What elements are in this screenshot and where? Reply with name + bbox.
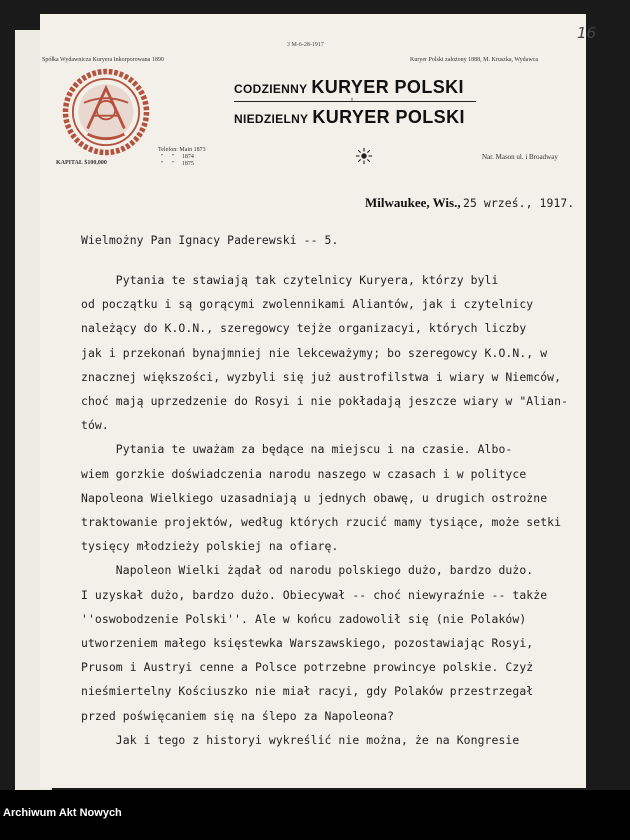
archive-name: Archiwum Akt Nowych bbox=[3, 807, 122, 819]
body-line: wiem gorzkie doświadczenia narodu naszego w czasach i w polityce bbox=[81, 466, 527, 481]
body-line: Prusom i Austryi cenne a Polsce potrzebne prowincye polskie. Czyż bbox=[81, 660, 534, 675]
body-line: tów. bbox=[81, 418, 109, 433]
body-line: znacznej większości, wyzbyli się już austrofilstwa i wiary w Niemców, bbox=[81, 369, 562, 384]
archive-footer bbox=[0, 790, 630, 840]
title-conjunction: I bbox=[351, 98, 353, 104]
office-address: Nar. Mason ul. i Broadway bbox=[482, 153, 558, 161]
body-line: Napoleon Wielki żądał od narodu polskiego dużo, bardzo dużo. bbox=[81, 563, 534, 578]
body-line: traktowanie projektów, według których rzucić mamy tysiące, może setki bbox=[81, 515, 562, 529]
telephone-numbers: Telefon: Main 1873 '' '' 1874 '' '' 1875 bbox=[158, 147, 206, 167]
body-line: Jak i tego z historyi wykreślić nie można, że na Kongresie bbox=[81, 732, 520, 747]
sunday-prefix: NIEDZIELNY bbox=[234, 112, 309, 126]
newspaper-seal-icon bbox=[60, 66, 152, 158]
body-line: Pytania te uważam za będące na miejscu i na czasie. Albo- bbox=[81, 442, 513, 457]
body-line: należący do K.O.N., szeregowcy tejże organizacyi, których liczby bbox=[81, 321, 527, 336]
title-rule-left bbox=[234, 101, 476, 102]
body-line: nieśmiertelny Kościuszko nie miał racyi, gdy Polaków przestrzegał bbox=[81, 684, 534, 699]
body-line: utworzeniem małego księstewka Warszawskiego, pozostawiając Rosyi, bbox=[81, 636, 534, 650]
form-code: 3 M-6-28-1917 bbox=[287, 42, 324, 48]
archive-page-number: 16 bbox=[577, 24, 597, 42]
body-line: choć mają uprzedzenie do Rosyi i nie pokładają jeszcze wiary w "Alian- bbox=[81, 394, 569, 408]
daily-paper-name: KURYER POLSKI bbox=[311, 77, 464, 97]
body-line: I uzyskał dużo, bardzo dużo. Obiecywał -- choć niewyraźnie -- także bbox=[81, 587, 548, 602]
capital-note: KAPITAŁ $100,000 bbox=[56, 160, 107, 166]
publisher-left: Spółka Wydawnicza Kuryera Inkorporowana 1890 bbox=[42, 57, 164, 63]
sunday-paper-name: KURYER POLSKI bbox=[312, 107, 465, 127]
daily-title bbox=[234, 77, 464, 98]
sun-emblem-icon bbox=[355, 147, 373, 165]
daily-prefix: CODZIENNY bbox=[234, 82, 308, 96]
letter-date: 25 wrześ., 1917. bbox=[463, 196, 575, 210]
salutation: Wielmożny Pan Ignacy Paderewski -- 5. bbox=[81, 233, 339, 247]
body-line: Pytania te stawiają tak czytelnicy Kuryera, którzy byli bbox=[81, 273, 499, 287]
sunday-title bbox=[234, 107, 465, 128]
publisher-right: Kuryer Polski założony 1888, M. Kruszka, Wydawca bbox=[410, 57, 538, 63]
body-line: od początku i są gorącymi zwolennikami Aliantów, jak i czytelnicy bbox=[81, 297, 534, 312]
body-line: przed poświęcaniem się na ślepo za Napoleona? bbox=[81, 708, 395, 723]
body-line: Napoleona Wielkiego uzasadniają u jednych obawę, u drugich ostrożne bbox=[81, 490, 548, 505]
body-line: jak i przekonań bynajmniej nie lekceważymy; bo szeregowcy K.O.N., w bbox=[81, 345, 548, 360]
body-line: tysięcy młodzieży polskiej na ofiarę. bbox=[81, 539, 339, 554]
place-line: Milwaukee, Wis., bbox=[365, 195, 461, 210]
body-line: ''oswobodzenie Polski''. Ale w końcu zadowolił się (nie Polaków) bbox=[81, 611, 527, 626]
